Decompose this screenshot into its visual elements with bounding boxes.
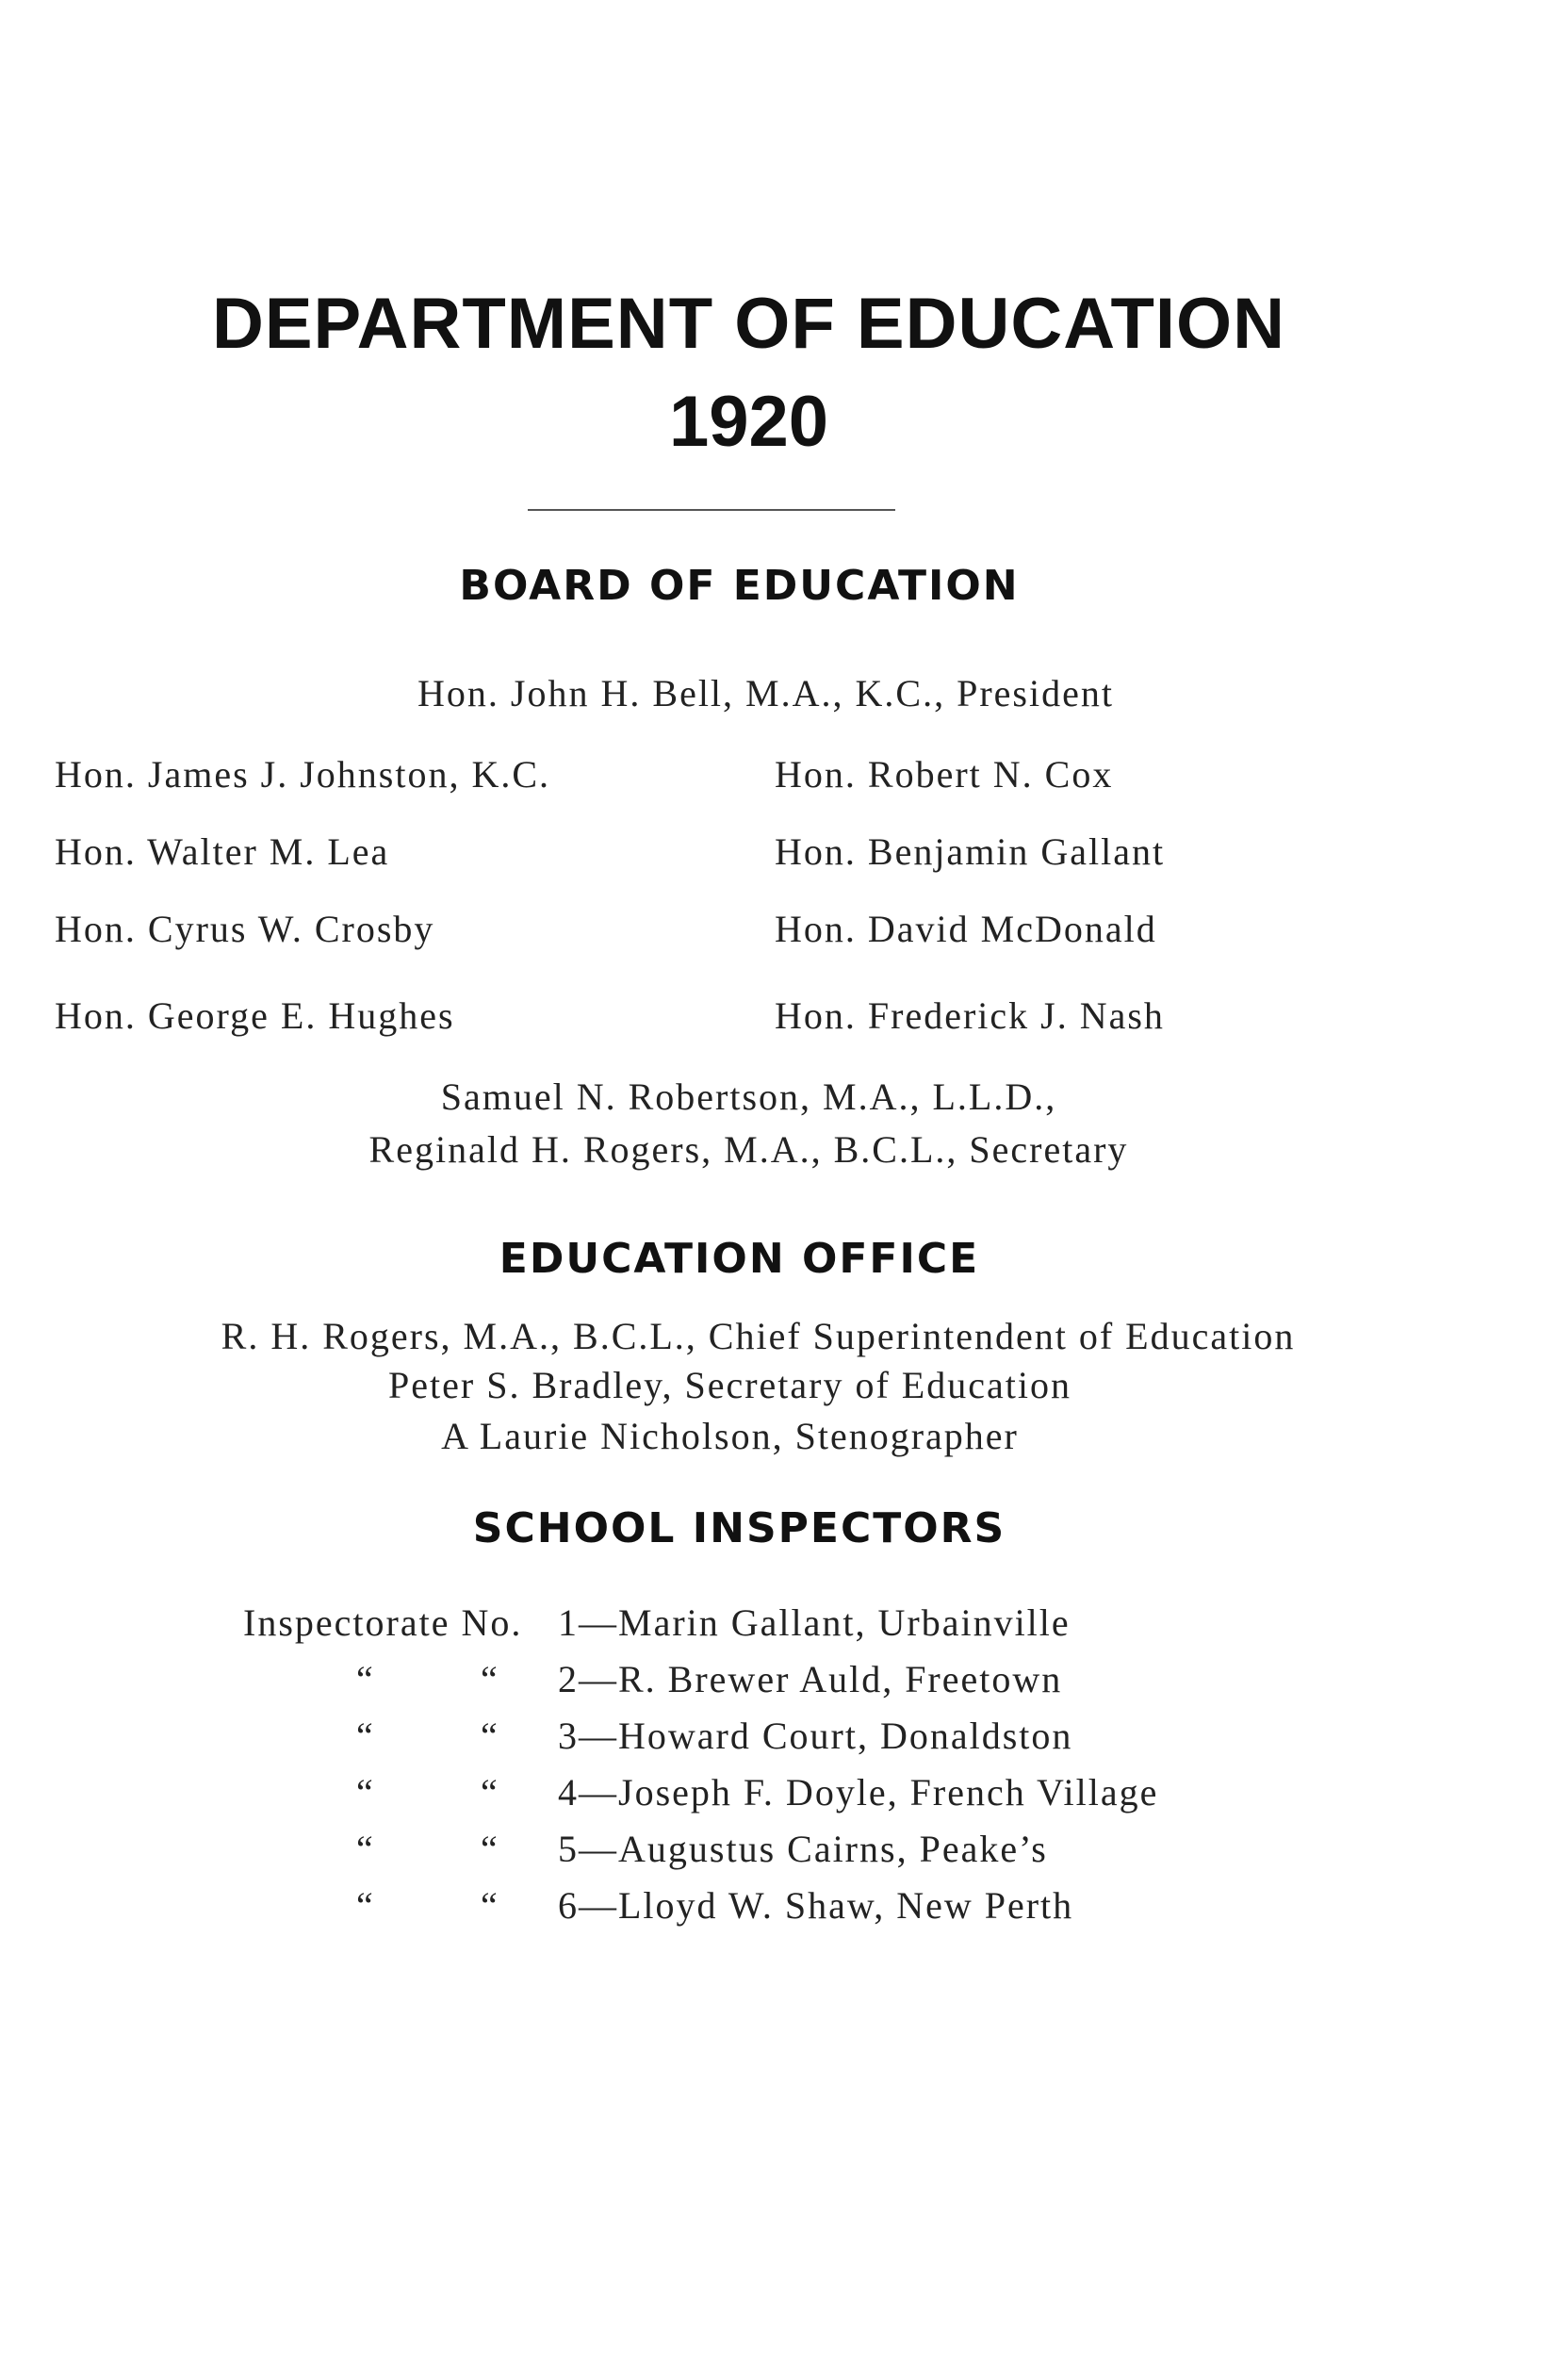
board-member-left: Hon. Cyrus W. Crosby — [55, 908, 435, 950]
board-president: Hon. John H. Bell, M.A., K.C., President — [417, 672, 1114, 714]
inspector-entry: 6—Lloyd W. Shaw, New Perth — [558, 1884, 1074, 1927]
office-staff-line: R. H. Rogers, M.A., B.C.L., Chief Superintendent of Education — [221, 1315, 1296, 1357]
board-heading: BOARD OF EDUCATION — [459, 562, 1020, 610]
inspector-entry: 3—Howard Court, Donaldston — [558, 1715, 1073, 1757]
ditto-mark: “ — [356, 1771, 375, 1814]
board-member-left: Hon. James J. Johnston, K.C. — [55, 753, 551, 796]
ditto-mark: “ — [356, 1884, 375, 1927]
ditto-mark: “ — [481, 1828, 499, 1870]
inspector-entry: 2—R. Brewer Auld, Freetown — [558, 1658, 1063, 1700]
board-member-right: Hon. Robert N. Cox — [775, 753, 1114, 796]
board-secretary: Reginald H. Rogers, M.A., B.C.L., Secretary — [368, 1128, 1129, 1171]
inspector-entry: 4—Joseph F. Doyle, French Village — [558, 1771, 1159, 1814]
office-staff-line: A Laurie Nicholson, Stenographer — [441, 1415, 1019, 1457]
divider-rule — [528, 509, 895, 511]
board-member-left: Hon. George E. Hughes — [55, 994, 455, 1037]
inspector-entry: 1—Marin Gallant, Urbainville — [558, 1601, 1071, 1644]
board-member-right: Hon. Benjamin Gallant — [775, 830, 1166, 873]
inspectors-heading: SCHOOL INSPECTORS — [472, 1504, 1006, 1552]
ditto-mark: “ — [356, 1828, 375, 1870]
office-heading: EDUCATION OFFICE — [499, 1235, 980, 1283]
board-member-extra: Samuel N. Robertson, M.A., L.L.D., — [440, 1075, 1057, 1118]
board-member-right: Hon. David McDonald — [775, 908, 1157, 950]
board-member-left: Hon. Walter M. Lea — [55, 830, 390, 873]
board-member-right: Hon. Frederick J. Nash — [775, 994, 1165, 1037]
ditto-mark: “ — [481, 1658, 499, 1700]
office-staff-line: Peter S. Bradley, Secretary of Education — [388, 1364, 1071, 1406]
inspectorate-label: Inspectorate No. — [243, 1601, 523, 1644]
ditto-mark: “ — [356, 1715, 375, 1757]
page-year: 1920 — [668, 382, 829, 462]
inspector-entry: 5—Augustus Cairns, Peake’s — [558, 1828, 1048, 1870]
ditto-mark: “ — [481, 1884, 499, 1927]
page-title: DEPARTMENT OF EDUCATION — [211, 284, 1286, 364]
ditto-mark: “ — [481, 1771, 499, 1814]
ditto-mark: “ — [481, 1715, 499, 1757]
ditto-mark: “ — [356, 1658, 375, 1700]
